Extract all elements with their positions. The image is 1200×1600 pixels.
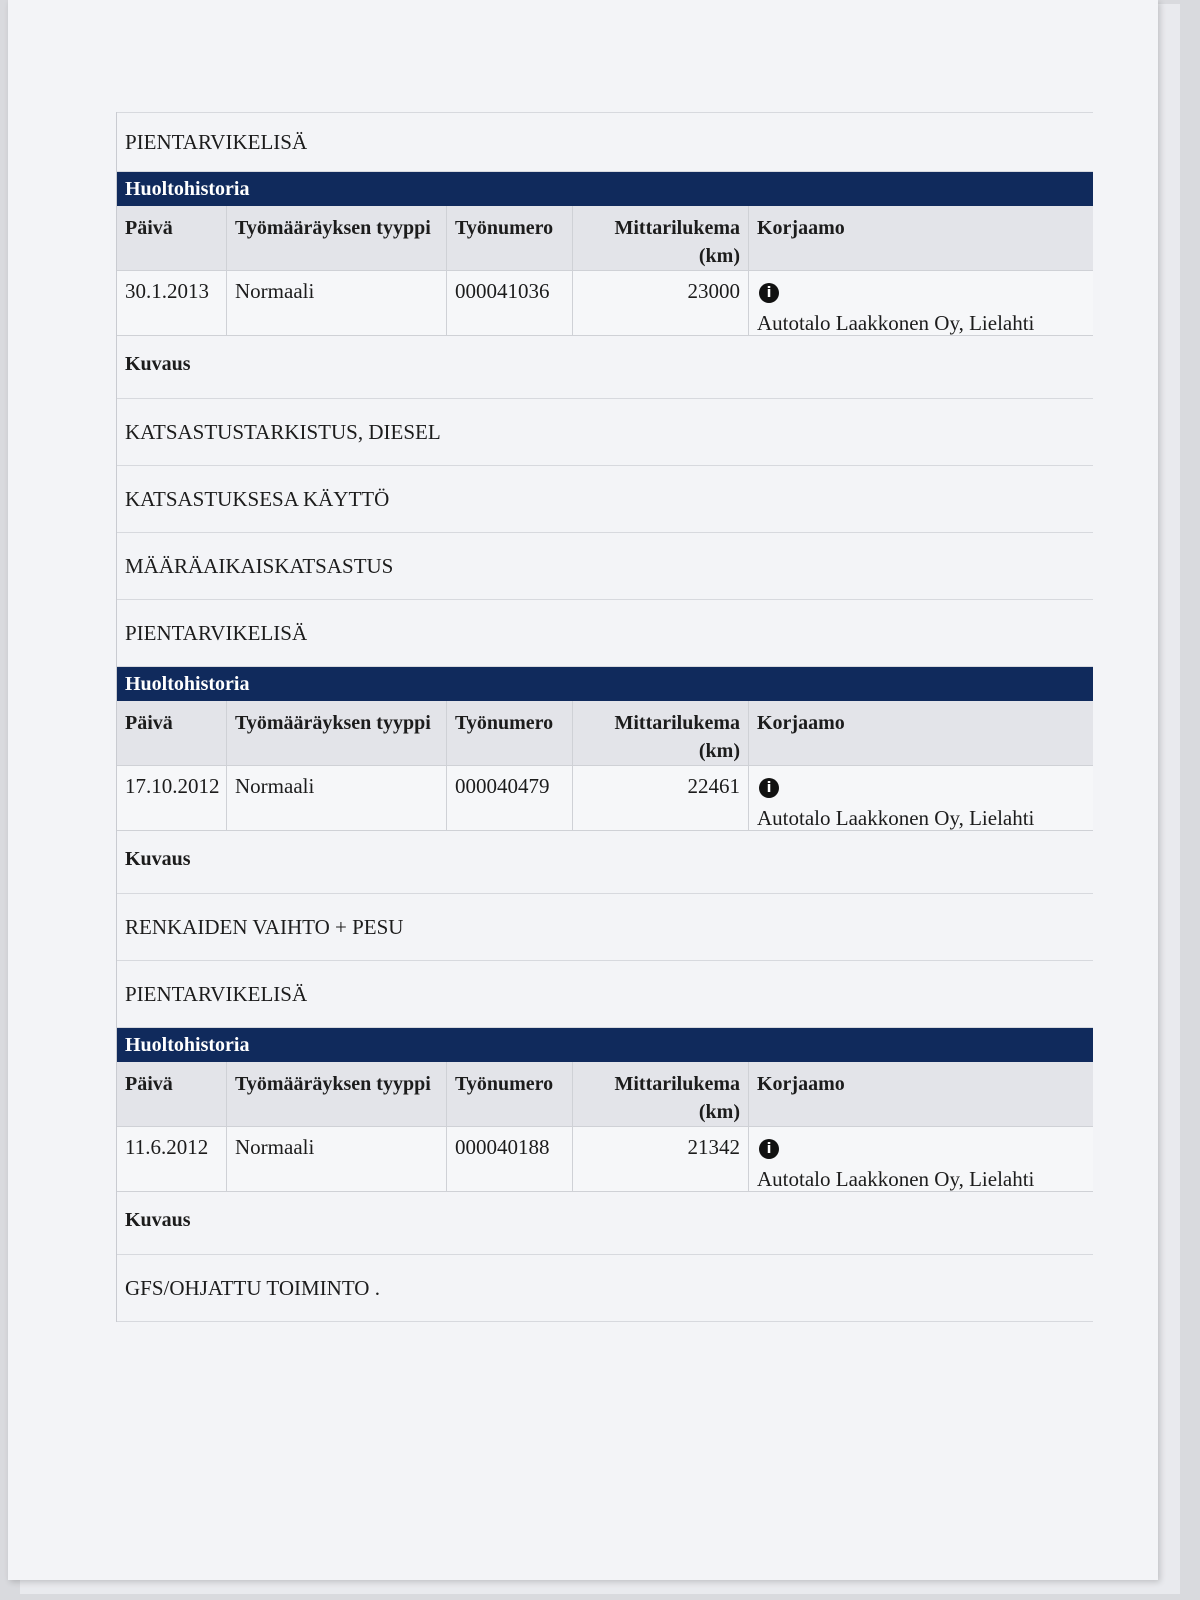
- description-label: Kuvaus: [117, 1192, 1093, 1255]
- cell-order-type: Normaali: [227, 1127, 447, 1192]
- column-header-workshop: Korjaamo: [749, 701, 1093, 766]
- workshop-name: Autotalo Laakkonen Oy, Lielahti: [757, 1167, 1035, 1191]
- cell-workshop: [749, 271, 1093, 336]
- description-line: KATSASTUSTARKISTUS, DIESEL: [117, 399, 1093, 466]
- column-header-work-number: Työnumero: [447, 1062, 573, 1127]
- service-table: [117, 701, 1093, 831]
- sections: [117, 172, 1093, 1322]
- column-header-workshop: Korjaamo: [749, 1062, 1093, 1127]
- column-header-odometer: Mittarilukema (km): [573, 1062, 749, 1127]
- service-table: [117, 206, 1093, 336]
- info-icon[interactable]: i: [759, 778, 779, 798]
- description-label: Kuvaus: [117, 336, 1093, 399]
- cell-workshop: [749, 1127, 1093, 1192]
- column-header-odometer: Mittarilukema (km): [573, 206, 749, 271]
- column-header-order-type: Työmääräyksen tyyppi: [227, 206, 447, 271]
- cell-work-number: 000040479: [447, 766, 573, 831]
- info-icon[interactable]: i: [759, 1139, 779, 1159]
- workshop-name: Autotalo Laakkonen Oy, Lielahti: [757, 311, 1035, 335]
- cell-work-number: 000040188: [447, 1127, 573, 1192]
- column-header-workshop: Korjaamo: [749, 206, 1093, 271]
- cell-workshop: [749, 766, 1093, 831]
- top-line: PIENTARVIKELISÄ: [117, 112, 1093, 172]
- section-header: Huoltohistoria: [117, 1028, 1093, 1062]
- column-header-date: Päivä: [117, 701, 227, 766]
- column-header-work-number: Työnumero: [447, 701, 573, 766]
- service-history-document: [116, 112, 1093, 1322]
- description-line: GFS/OHJATTU TOIMINTO .: [117, 1255, 1093, 1322]
- workshop-name: Autotalo Laakkonen Oy, Lielahti: [757, 806, 1035, 830]
- description-line: MÄÄRÄAIKAISKATSASTUS: [117, 533, 1093, 600]
- cell-odometer: [573, 271, 749, 336]
- service-table: [117, 1062, 1093, 1192]
- description-line: PIENTARVIKELISÄ: [117, 961, 1093, 1028]
- column-header-order-type: Työmääräyksen tyyppi: [227, 1062, 447, 1127]
- column-header-odometer: Mittarilukema (km): [573, 701, 749, 766]
- column-header-date: Päivä: [117, 206, 227, 271]
- column-header-work-number: Työnumero: [447, 206, 573, 271]
- section-header: Huoltohistoria: [117, 667, 1093, 701]
- odometer-value: 21342: [687, 1135, 740, 1159]
- column-header-date: Päivä: [117, 1062, 227, 1127]
- cell-date: 11.6.2012: [117, 1127, 227, 1192]
- description-line: PIENTARVIKELISÄ: [117, 600, 1093, 667]
- odometer-value: 23000: [687, 279, 740, 303]
- description-label: Kuvaus: [117, 831, 1093, 894]
- section-header: Huoltohistoria: [117, 172, 1093, 206]
- column-header-order-type: Työmääräyksen tyyppi: [227, 701, 447, 766]
- cell-date: 30.1.2013: [117, 271, 227, 336]
- cell-order-type: Normaali: [227, 766, 447, 831]
- cell-odometer: [573, 766, 749, 831]
- cell-work-number: 000041036: [447, 271, 573, 336]
- service-section: [117, 667, 1093, 1028]
- description-line: RENKAIDEN VAIHTO + PESU: [117, 894, 1093, 961]
- description-line: KATSASTUKSESA KÄYTTÖ: [117, 466, 1093, 533]
- service-section: [117, 1028, 1093, 1322]
- cell-order-type: Normaali: [227, 271, 447, 336]
- info-icon[interactable]: i: [759, 283, 779, 303]
- cell-odometer: [573, 1127, 749, 1192]
- cell-date: 17.10.2012: [117, 766, 227, 831]
- odometer-value: 22461: [687, 774, 740, 798]
- service-section: [117, 172, 1093, 667]
